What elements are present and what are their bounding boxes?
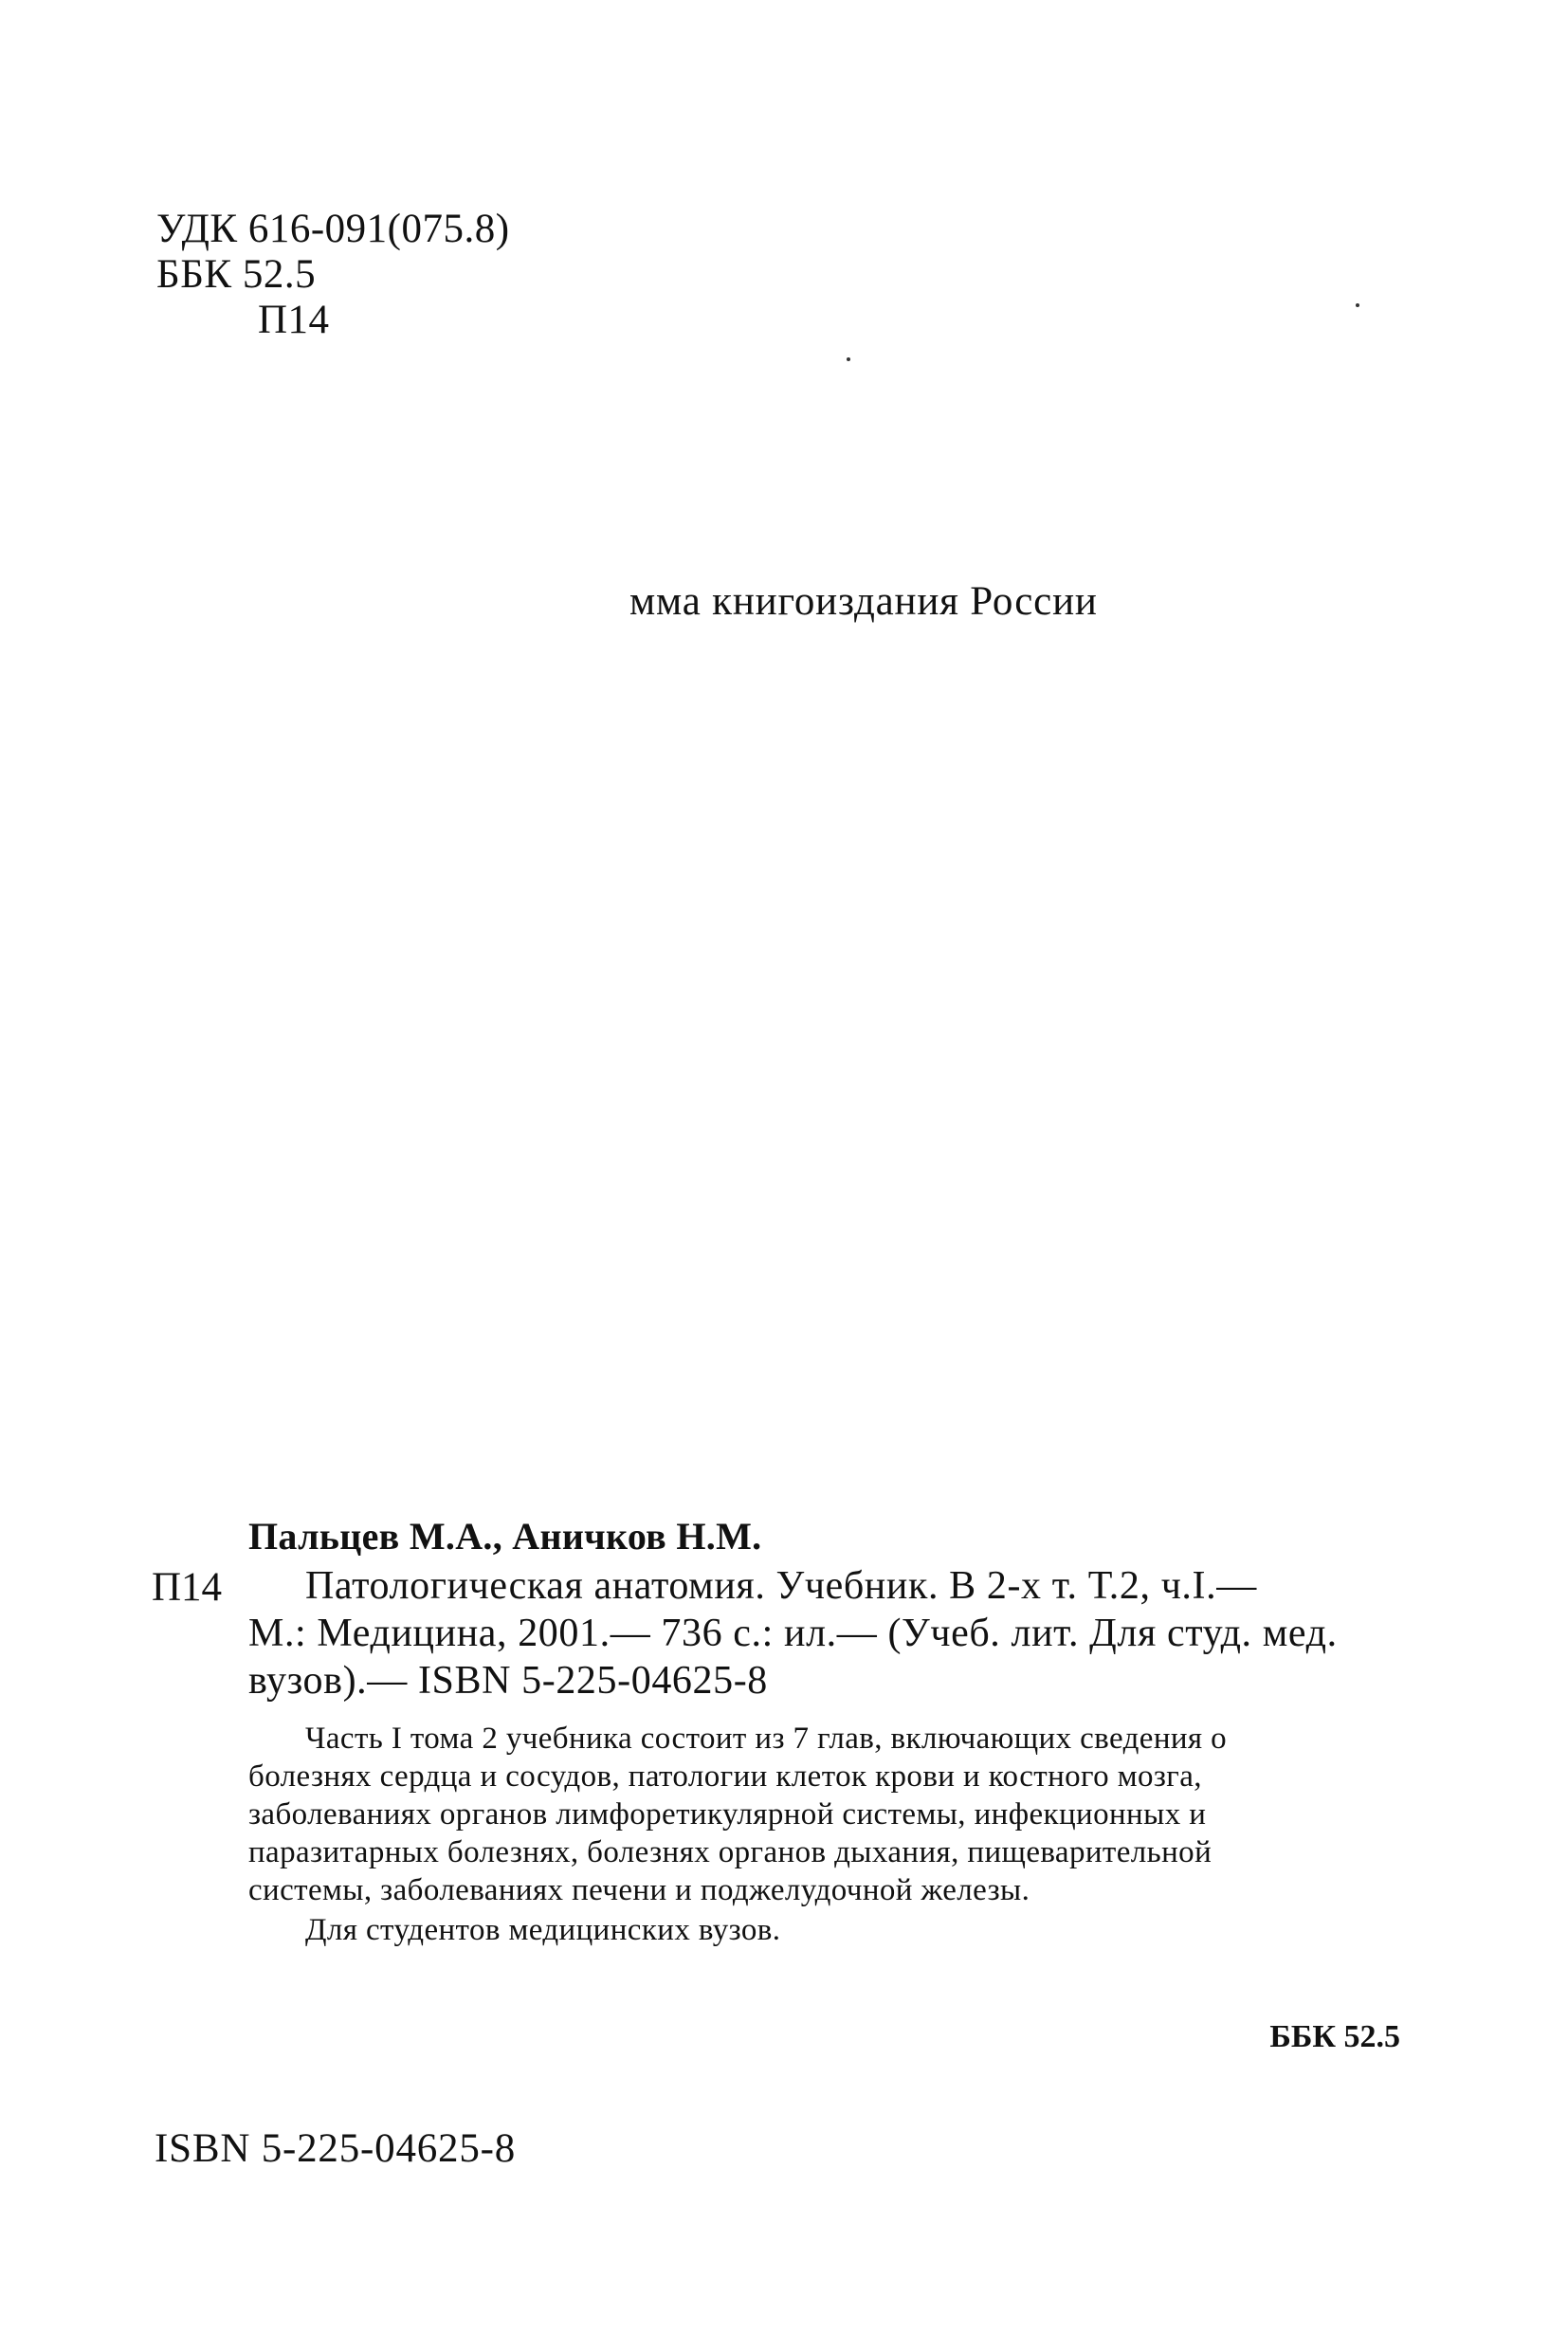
- udk-code: УДК 616-091(075.8): [156, 207, 510, 251]
- bib-line: Патологическая анатомия. Учебник. В 2-х т. Т.2, ч.I.—: [305, 1564, 1257, 1608]
- speck-mark: [847, 357, 850, 361]
- abstract-line: системы, заболеваниях печени и поджелудочной железы.: [248, 1873, 1030, 1907]
- abstract-audience: Для студентов медицинских вузов.: [305, 1913, 781, 1947]
- abstract-line: Часть I тома 2 учебника состоит из 7 глав, включающих сведения о: [305, 1722, 1228, 1756]
- bib-line: вузов).— ISBN 5-225-04625-8: [248, 1659, 768, 1703]
- abstract-line: болезнях сердца и сосудов, патологии клеток крови и костного мозга,: [248, 1759, 1202, 1794]
- authors-heading: Пальцев М.А., Аничков Н.М.: [248, 1515, 762, 1558]
- bib-author-sign: П14: [152, 1565, 223, 1610]
- author-sign: П14: [258, 298, 330, 342]
- bbk-code: ББК 52.5: [156, 252, 317, 297]
- speck-mark: [1356, 303, 1359, 307]
- bib-line: М.: Медицина, 2001.— 736 с.: ил.— (Учеб. лит. Для студ. мед.: [248, 1612, 1338, 1655]
- abstract-line: заболеваниях органов лимфоретикулярной системы, инфекционных и: [248, 1797, 1207, 1832]
- isbn: ISBN 5-225-04625-8: [155, 2126, 517, 2171]
- program-text: мма книгоиздания России: [629, 579, 1098, 624]
- abstract-line: паразитарных болезнях, болезнях органов дыхания, пищеварительной: [248, 1835, 1212, 1869]
- bbk-code-bottom: ББК 52.5: [1269, 2019, 1400, 2054]
